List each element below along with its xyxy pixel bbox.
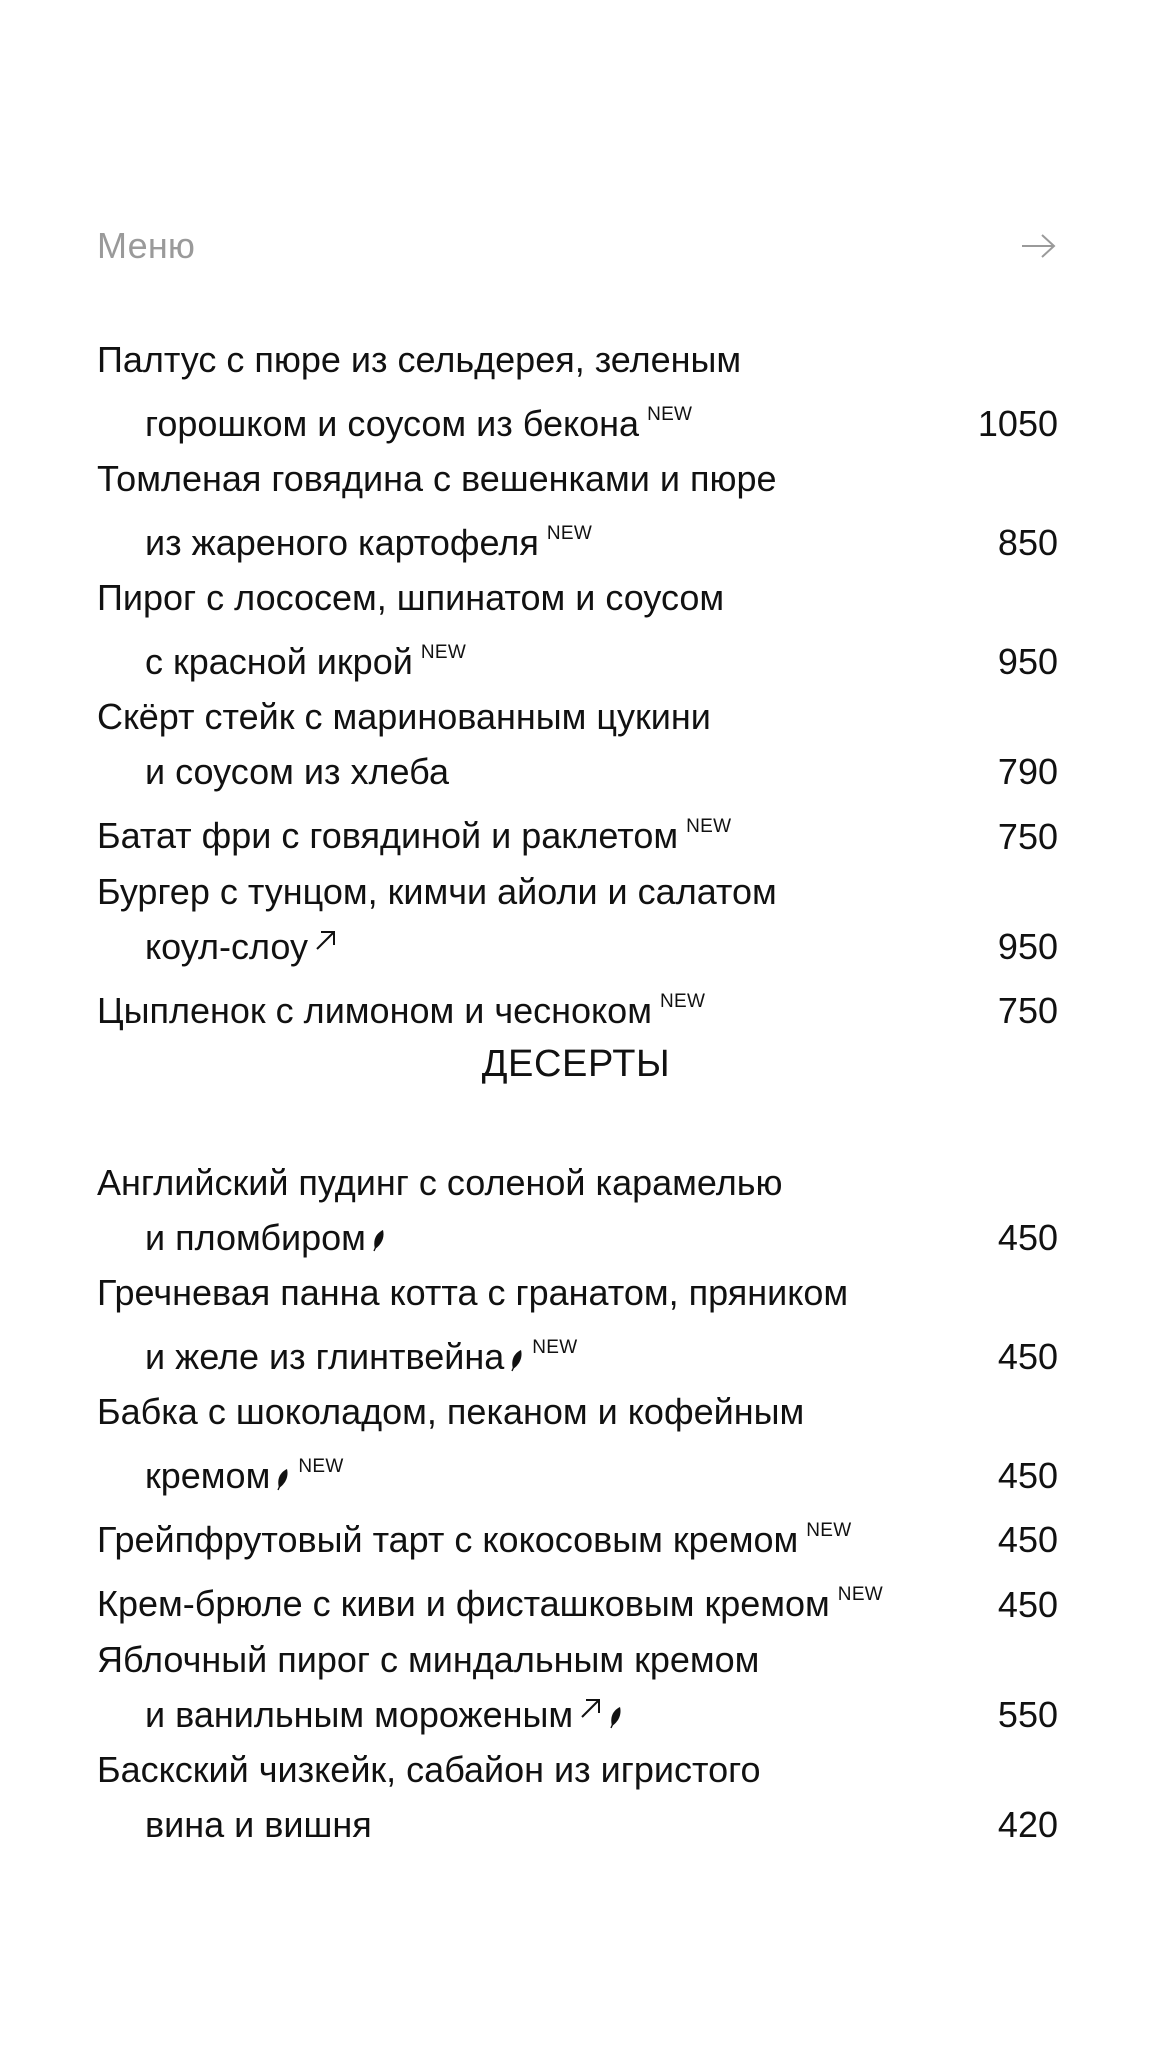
item-name-line (97, 387, 1058, 451)
item-name-line (97, 625, 1058, 689)
item-name: Гречневая панна котта с гранатом, пряником (97, 1272, 849, 1313)
menu-header (97, 218, 1058, 274)
external-link-icon[interactable] (314, 928, 338, 952)
item-name-line (97, 919, 1058, 974)
item-price: 450 (997, 1455, 1058, 1497)
leaf-icon (372, 1228, 386, 1252)
new-badge: NEW (659, 990, 706, 1012)
item-price: 750 (997, 989, 1058, 1031)
item-name-line (97, 1155, 1058, 1210)
item-price: 450 (997, 1336, 1058, 1378)
item-name-line (97, 1439, 1058, 1503)
menu-item[interactable] (97, 1503, 1058, 1567)
new-badge: NEW (806, 1520, 852, 1542)
leaf-icon (609, 1705, 623, 1729)
item-name-line (97, 974, 1058, 1038)
item-price: 790 (997, 751, 1058, 793)
menu-item[interactable] (97, 689, 1058, 799)
item-name-line (97, 689, 1058, 744)
item-name-continued: и желе из глинтвейна (145, 1336, 505, 1378)
item-price: 850 (997, 522, 1058, 564)
item-name-line (97, 1265, 1058, 1320)
item-name: Скёрт стейк с маринованным цукини (97, 696, 711, 738)
new-badge: NEW (837, 1584, 884, 1606)
item-name: Баскский чизкейк, сабайон из игристого (97, 1748, 761, 1790)
item-name-line (97, 1687, 1058, 1742)
item-name-continued: с красной икрой (145, 641, 413, 683)
item-name: Батат фри с говядиной и раклетом (97, 815, 679, 857)
item-name-line (97, 332, 1058, 387)
item-name: Бабка с шоколадом, пеканом и кофейным (97, 1391, 805, 1433)
new-badge: NEW (686, 816, 732, 838)
item-name: Бургер с тунцом, кимчи айоли и салатом (97, 870, 777, 912)
menu-item[interactable] (97, 1632, 1058, 1742)
desserts-list (97, 1155, 1058, 1852)
item-name-continued: и ванильным мороженым (145, 1693, 574, 1735)
item-name: Английский пудинг с соленой карамелью (97, 1162, 783, 1203)
menu-item[interactable] (97, 332, 1058, 451)
item-name-line (97, 1320, 1058, 1384)
mains-list (97, 332, 1058, 1038)
menu-item[interactable] (97, 974, 1058, 1038)
item-name-continued: вина и вишня (145, 1803, 372, 1845)
item-name: Крем-брюле с киви и фисташковым кремом (97, 1583, 830, 1625)
item-name-line (97, 864, 1058, 919)
item-price: 1050 (977, 403, 1058, 445)
menu-item[interactable] (97, 864, 1058, 974)
desserts-section-title: ДЕСЕРТЫ (481, 1043, 671, 1085)
new-badge: NEW (298, 1456, 344, 1478)
item-name: Пирог с лососем, шпинатом и соусом (97, 577, 725, 619)
item-name-continued: горошком и соусом из бекона (145, 403, 640, 445)
item-name-continued: и соусом из хлеба (145, 751, 449, 793)
item-name: Палтус с пюре из сельдерея, зеленым (97, 339, 742, 380)
menu-title[interactable]: Меню (97, 225, 196, 266)
external-link-icon[interactable] (579, 1696, 603, 1720)
arrow-right-icon[interactable] (1020, 231, 1058, 261)
item-name: Томленая говядина с вешенками и пюре (97, 458, 777, 500)
item-name-line (97, 1384, 1058, 1439)
item-name: Цыпленок с лимоном и чесноком (97, 989, 652, 1031)
item-price: 420 (997, 1803, 1058, 1845)
menu-item[interactable] (97, 1742, 1058, 1852)
menu-item[interactable] (97, 570, 1058, 689)
item-name-line (97, 570, 1058, 625)
new-badge: NEW (532, 1337, 578, 1358)
item-name-line (97, 799, 1058, 863)
item-price: 950 (997, 925, 1058, 967)
item-price: 450 (997, 1519, 1058, 1561)
item-name-line (97, 1742, 1058, 1797)
item-name-line (97, 1567, 1058, 1631)
item-name-continued: коул-слоу (145, 925, 309, 967)
item-name: Грейпфрутовый тарт с кокосовым кремом (97, 1519, 799, 1561)
item-price: 450 (997, 1217, 1058, 1258)
item-name-line (97, 1632, 1058, 1687)
item-name-continued: кремом (145, 1455, 271, 1497)
new-badge: NEW (420, 642, 467, 664)
menu-item[interactable] (97, 451, 1058, 570)
new-badge: NEW (546, 523, 593, 545)
item-name-line (97, 1210, 1058, 1265)
leaf-icon (510, 1348, 524, 1372)
item-name-line (97, 1503, 1058, 1567)
item-price: 550 (997, 1693, 1058, 1735)
item-name: Яблочный пирог с миндальным кремом (97, 1638, 760, 1680)
leaf-icon (276, 1467, 290, 1491)
item-name-continued: из жареного картофеля (145, 522, 539, 564)
menu-item[interactable] (97, 799, 1058, 863)
menu-item[interactable] (97, 1155, 1058, 1265)
menu-item[interactable] (97, 1384, 1058, 1503)
item-price: 750 (997, 815, 1058, 857)
item-price: 950 (997, 641, 1058, 683)
item-price: 450 (997, 1583, 1058, 1625)
item-name-line (97, 1797, 1058, 1852)
item-name-line (97, 506, 1058, 570)
menu-item[interactable] (97, 1265, 1058, 1384)
item-name-continued: и пломбиром (145, 1217, 366, 1258)
menu-item[interactable] (97, 1567, 1058, 1631)
new-badge: NEW (647, 404, 693, 425)
item-name-line (97, 451, 1058, 506)
item-name-line (97, 744, 1058, 799)
